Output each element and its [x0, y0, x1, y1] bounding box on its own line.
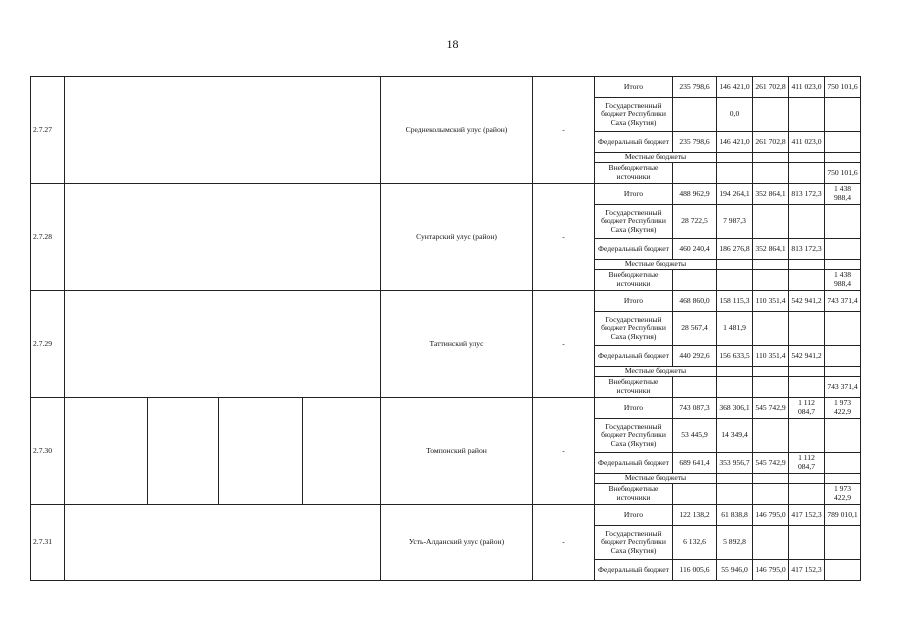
empty-cell: [65, 77, 381, 184]
value-cell: [825, 260, 861, 270]
district-name: Томпонский район: [381, 398, 533, 505]
value-cell: [753, 484, 789, 505]
value-cell: 417 152,3: [789, 505, 825, 526]
value-cell: [673, 270, 717, 291]
value-cell: [825, 526, 861, 560]
value-cell: 186 276,8: [717, 239, 753, 260]
value-cell: [789, 205, 825, 239]
value-cell: 545 742,9: [753, 453, 789, 474]
value-cell: 235 798,6: [673, 132, 717, 153]
value-cell: [753, 98, 789, 132]
source-state: Государственный бюджет Республики Саха (Якутия): [595, 205, 673, 239]
value-cell: 55 946,0: [717, 560, 753, 581]
value-cell: 28 567,4: [673, 312, 717, 346]
source-total: Итого: [595, 184, 673, 205]
value-cell: 460 240,4: [673, 239, 717, 260]
value-cell: 53 445,9: [673, 419, 717, 453]
value-cell: [789, 484, 825, 505]
source-federal: Федеральный бюджет: [595, 132, 673, 153]
value-cell: 468 860,0: [673, 291, 717, 312]
source-federal: Федеральный бюджет: [595, 453, 673, 474]
source-extra: Внебюджетные источники: [595, 270, 673, 291]
value-cell: [673, 484, 717, 505]
source-extra: Внебюджетные источники: [595, 163, 673, 184]
value-cell: [753, 260, 789, 270]
empty-cell-d: [303, 398, 381, 505]
value-cell: [825, 346, 861, 367]
value-cell: 122 138,2: [673, 505, 717, 526]
value-cell: [717, 260, 753, 270]
dash-cell: -: [533, 505, 595, 581]
value-cell: 368 306,1: [717, 398, 753, 419]
source-state: Государственный бюджет Республики Саха (Якутия): [595, 98, 673, 132]
value-cell: [717, 153, 753, 163]
value-cell: 411 023,0: [789, 77, 825, 98]
value-cell: [789, 270, 825, 291]
value-cell: [789, 377, 825, 398]
source-extra: Внебюджетные источники: [595, 484, 673, 505]
value-cell: [825, 453, 861, 474]
value-cell: 28 722,5: [673, 205, 717, 239]
empty-cell: [65, 505, 381, 581]
value-cell: [825, 153, 861, 163]
value-cell: [825, 239, 861, 260]
district-name: Таттинский улус: [381, 291, 533, 398]
value-cell: 146 421,0: [717, 132, 753, 153]
value-cell: [717, 163, 753, 184]
source-total: Итого: [595, 291, 673, 312]
value-cell: 1 438 988,4: [825, 184, 861, 205]
value-cell: [825, 367, 861, 377]
value-cell: [789, 260, 825, 270]
value-cell: 1 438 988,4: [825, 270, 861, 291]
source-federal: Федеральный бюджет: [595, 239, 673, 260]
value-cell: 156 633,5: [717, 346, 753, 367]
table-row: [31, 398, 861, 419]
value-cell: 440 292,6: [673, 346, 717, 367]
empty-cell-a: [65, 398, 148, 505]
value-cell: 14 349,4: [717, 419, 753, 453]
source-state: Государственный бюджет Республики Саха (Якутия): [595, 312, 673, 346]
value-cell: [717, 377, 753, 398]
value-cell: [825, 98, 861, 132]
district-name: Усть-Алданский улус (район): [381, 505, 533, 581]
value-cell: [753, 163, 789, 184]
value-cell: 1 973 422,9: [825, 484, 861, 505]
value-cell: [789, 312, 825, 346]
district-name: Среднеколымский улус (район): [381, 77, 533, 184]
value-cell: [753, 474, 789, 484]
value-cell: 146 795,0: [753, 505, 789, 526]
dash-cell: -: [533, 77, 595, 184]
row-code: 2.7.28: [31, 184, 65, 291]
table-row: [31, 505, 861, 526]
source-local-budgets: Местные бюджеты: [595, 153, 717, 163]
source-state: Государственный бюджет Республики Саха (Якутия): [595, 526, 673, 560]
value-cell: 488 962,9: [673, 184, 717, 205]
page-number: 18: [446, 37, 459, 51]
district-name: Сунтарский улус (район): [381, 184, 533, 291]
value-cell: 261 702,8: [753, 77, 789, 98]
dash-cell: -: [533, 291, 595, 398]
value-cell: [673, 163, 717, 184]
value-cell: 194 264,1: [717, 184, 753, 205]
value-cell: 352 864,1: [753, 239, 789, 260]
budget-table: [30, 76, 861, 581]
empty-cell-c: [219, 398, 303, 505]
dash-cell: -: [533, 398, 595, 505]
value-cell: [717, 474, 753, 484]
value-cell: 261 702,8: [753, 132, 789, 153]
value-cell: 7 987,3: [717, 205, 753, 239]
table-row: [31, 77, 861, 98]
value-cell: [789, 153, 825, 163]
value-cell: [825, 312, 861, 346]
dash-cell: -: [533, 184, 595, 291]
value-cell: 743 371,4: [825, 377, 861, 398]
value-cell: 689 641,4: [673, 453, 717, 474]
value-cell: 5 892,8: [717, 526, 753, 560]
value-cell: 146 421,0: [717, 77, 753, 98]
source-state: Государственный бюджет Республики Саха (Якутия): [595, 419, 673, 453]
source-total: Итого: [595, 505, 673, 526]
value-cell: 743 371,4: [825, 291, 861, 312]
value-cell: 813 172,3: [789, 239, 825, 260]
source-local-budgets: Местные бюджеты: [595, 260, 717, 270]
value-cell: [673, 377, 717, 398]
empty-cell: [65, 184, 381, 291]
value-cell: [753, 153, 789, 163]
value-cell: 750 101,6: [825, 77, 861, 98]
source-local-budgets: Местные бюджеты: [595, 474, 717, 484]
value-cell: [789, 419, 825, 453]
value-cell: 750 101,6: [825, 163, 861, 184]
value-cell: 110 351,4: [753, 346, 789, 367]
value-cell: 545 742,9: [753, 398, 789, 419]
source-federal: Федеральный бюджет: [595, 560, 673, 581]
value-cell: [753, 526, 789, 560]
value-cell: [825, 474, 861, 484]
source-local-budgets: Местные бюджеты: [595, 367, 717, 377]
value-cell: [789, 163, 825, 184]
empty-cell: [65, 291, 381, 398]
source-extra: Внебюджетные источники: [595, 377, 673, 398]
value-cell: 116 005,6: [673, 560, 717, 581]
value-cell: [789, 98, 825, 132]
empty-cell-b: [148, 398, 219, 505]
value-cell: 743 087,3: [673, 398, 717, 419]
value-cell: [789, 526, 825, 560]
value-cell: 542 941,2: [789, 291, 825, 312]
source-federal: Федеральный бюджет: [595, 346, 673, 367]
value-cell: [789, 367, 825, 377]
value-cell: [753, 419, 789, 453]
row-code: 2.7.30: [31, 398, 65, 505]
value-cell: [717, 367, 753, 377]
source-total: Итого: [595, 77, 673, 98]
row-code: 2.7.31: [31, 505, 65, 581]
value-cell: 542 941,2: [789, 346, 825, 367]
row-code: 2.7.29: [31, 291, 65, 398]
value-cell: [753, 367, 789, 377]
value-cell: 158 115,3: [717, 291, 753, 312]
value-cell: 813 172,3: [789, 184, 825, 205]
value-cell: [789, 474, 825, 484]
value-cell: 352 864,1: [753, 184, 789, 205]
value-cell: [753, 312, 789, 346]
table-row: [31, 184, 861, 205]
value-cell: 0,0: [717, 98, 753, 132]
value-cell: 146 795,0: [753, 560, 789, 581]
value-cell: 353 956,7: [717, 453, 753, 474]
value-cell: 110 351,4: [753, 291, 789, 312]
value-cell: 411 023,0: [789, 132, 825, 153]
value-cell: 417 152,3: [789, 560, 825, 581]
value-cell: 1 112 084,7: [789, 453, 825, 474]
value-cell: 789 010,1: [825, 505, 861, 526]
value-cell: [753, 270, 789, 291]
value-cell: [825, 560, 861, 581]
value-cell: 1 481,9: [717, 312, 753, 346]
row-code: 2.7.27: [31, 77, 65, 184]
value-cell: 6 132,6: [673, 526, 717, 560]
value-cell: [825, 205, 861, 239]
value-cell: [753, 205, 789, 239]
value-cell: [673, 98, 717, 132]
value-cell: [825, 132, 861, 153]
value-cell: 61 838,8: [717, 505, 753, 526]
value-cell: [753, 377, 789, 398]
table-row: [31, 291, 861, 312]
value-cell: [717, 484, 753, 505]
value-cell: 1 973 422,9: [825, 398, 861, 419]
value-cell: 235 798,6: [673, 77, 717, 98]
value-cell: [825, 419, 861, 453]
value-cell: 1 112 084,7: [789, 398, 825, 419]
value-cell: [717, 270, 753, 291]
source-total: Итого: [595, 398, 673, 419]
